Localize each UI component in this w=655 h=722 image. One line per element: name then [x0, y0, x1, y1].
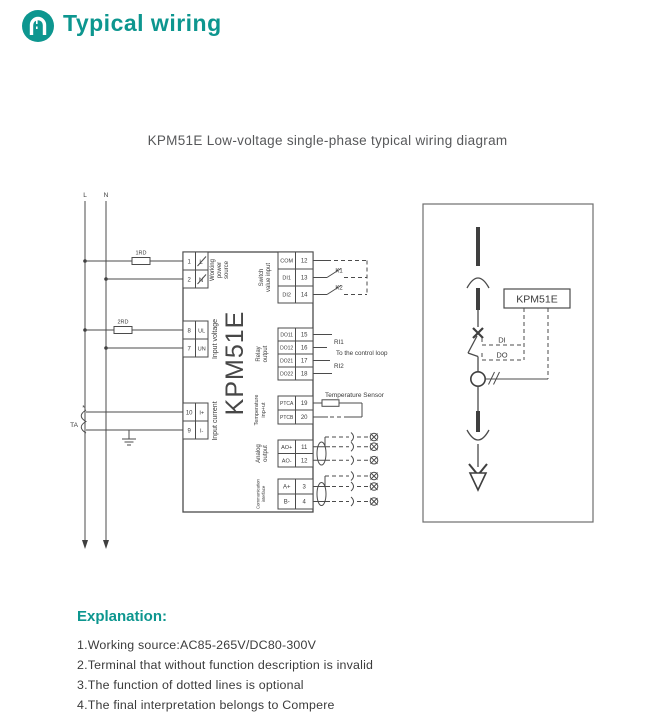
working-power-wiring: [83, 251, 183, 281]
group-label: Working: [210, 259, 216, 281]
ri1-label: RI1: [334, 339, 344, 346]
ground-icon: [122, 430, 136, 445]
terminal-num: 2: [187, 277, 191, 284]
group-label: inp+ut: [261, 402, 267, 418]
terminal-sym: PTCB: [280, 415, 294, 421]
di-label: DI: [498, 335, 506, 345]
group-label: interface: [261, 485, 266, 503]
terminal-sym: PTCA: [280, 401, 294, 407]
terminal-num: 20: [300, 415, 308, 421]
relay-wires: [313, 335, 388, 374]
single-line-panel: [423, 204, 593, 522]
group-label: power: [217, 261, 223, 279]
explanation-item: 4.The final interpretation belongs to Compere: [77, 698, 335, 712]
ri2-label: RI2: [334, 363, 344, 370]
terminal-num: 13: [300, 275, 308, 282]
group-label: Temperature: [254, 394, 260, 426]
terminal-num: 11: [301, 445, 308, 451]
terminal-group-comm-interface: [256, 478, 314, 509]
line-n-label: N: [103, 192, 109, 199]
terminal-group-relay-output: [256, 328, 313, 380]
fuse-2rd-label: 2RD: [117, 319, 129, 326]
temp-sensor-label: Temperature Sensor: [325, 392, 384, 399]
line-l-label: L: [83, 192, 87, 199]
terminal-sym: B-: [283, 499, 290, 506]
breaker-contact-x: [473, 328, 483, 338]
k1-k2-circuit: [313, 261, 367, 295]
group-label: output: [263, 445, 269, 462]
voltage-input-wiring: [83, 320, 183, 350]
group-label: Communication: [255, 479, 261, 509]
terminal-group-switch-input: [259, 252, 313, 303]
terminal-sym: I+: [199, 410, 205, 417]
group-label: Relay: [256, 346, 262, 362]
group-label: Input voltage: [212, 318, 219, 360]
fuse-1rd: [132, 258, 150, 265]
ta-label: TA: [70, 422, 78, 429]
terminal-group-input-current: [183, 401, 219, 440]
panel-border: [423, 204, 593, 522]
shield-ground-icon: [370, 433, 378, 441]
control-loop-label: To the control loop: [336, 350, 388, 357]
terminal-sym: UL: [198, 328, 206, 335]
k2-label: K2: [335, 285, 343, 292]
terminal-group-input-voltage: [183, 319, 219, 359]
sensor-resistor: [322, 400, 339, 407]
terminal-num: 18: [300, 371, 308, 378]
do-label: DO: [496, 350, 508, 360]
group-label: Input current: [212, 401, 219, 441]
shield-ground-icon: [370, 472, 378, 480]
terminal-sym: DO12: [280, 345, 294, 352]
terminal-num: 17: [300, 358, 308, 365]
explanation-item: 2.Terminal that without function description is invalid: [77, 658, 374, 672]
terminal-group-working-power: [183, 252, 230, 288]
terminal-num: 16: [300, 345, 308, 352]
terminal-num: 1: [187, 259, 191, 266]
explanation-item: 1.Working source:AC85-265V/DC80-300V: [77, 638, 317, 652]
n-arrow-down: [103, 540, 109, 549]
explanation-heading: Explanation:: [77, 608, 168, 625]
terminal-sym: COM: [280, 258, 294, 265]
panel-device-name: KPM51E: [516, 293, 558, 306]
shield-ground-icon: [370, 483, 378, 491]
temp-sensor-circuit: [313, 392, 385, 417]
fuse-2rd: [114, 327, 132, 334]
terminal-sym: DI2: [282, 292, 291, 299]
terminal-sym: DO11: [280, 332, 294, 339]
terminal-sym: A+: [282, 484, 291, 491]
shield-ground-icon: [370, 456, 378, 464]
terminal-num: 10: [185, 410, 193, 417]
shield-ground-icon: [370, 443, 378, 451]
terminal-sym: DO22: [280, 371, 294, 378]
terminal-num: 12: [300, 258, 308, 265]
terminal-num: 7: [187, 346, 191, 353]
group-label: Analog: [256, 444, 262, 463]
explanation-section: [77, 608, 517, 715]
k1-label: K1: [335, 268, 343, 275]
terminal-sym: AO-: [281, 458, 292, 465]
device-name: KPM51E: [221, 310, 249, 416]
terminal-sym: AO+: [281, 445, 293, 451]
terminal-num: 9: [187, 428, 191, 435]
ct-circle-icon: [471, 372, 485, 386]
group-label: value input: [266, 262, 272, 293]
mains-lines: [82, 192, 109, 549]
diagram-title: KPM51E Low-voltage single-phase typical wiring diagram: [147, 133, 508, 148]
terminal-sym-n: N: [198, 278, 204, 284]
group-label: source: [224, 260, 230, 280]
analog-cable: [313, 433, 378, 466]
terminal-sym: UN: [197, 346, 206, 353]
terminal-num: 8: [187, 328, 191, 335]
l-arrow-down: [82, 540, 88, 549]
fuse-1rd-label: 1RD: [135, 250, 147, 257]
terminal-sym: I-: [200, 428, 204, 435]
ta-polarity-mark: *: [82, 405, 85, 412]
page-title: Typical wiring: [63, 10, 222, 36]
group-label: output: [263, 345, 269, 363]
breaker-blade: [468, 336, 477, 353]
terminal-num: 19: [300, 401, 308, 407]
terminal-group-temp-input: [254, 395, 313, 426]
terminal-sym-l: L: [199, 260, 203, 266]
drawout-contact-top: [467, 278, 489, 288]
terminal-num: 15: [300, 332, 308, 339]
comm-cable: [313, 472, 378, 507]
terminal-num: 3: [302, 484, 306, 491]
terminal-sym: DI1: [282, 275, 291, 282]
group-label: Switch: [259, 268, 265, 287]
shield-ground-icon: [370, 498, 378, 506]
terminal-num: 14: [300, 292, 308, 299]
terminal-group-analog-output: [256, 440, 313, 467]
explanation-item: 3.The function of dotted lines is optional: [77, 678, 304, 692]
feeder-arrow-icon: [469, 464, 487, 490]
current-input-wiring: [70, 405, 183, 445]
terminal-sym: DO21: [280, 358, 294, 365]
terminal-num: 12: [300, 458, 308, 465]
terminal-num: 4: [302, 499, 306, 506]
